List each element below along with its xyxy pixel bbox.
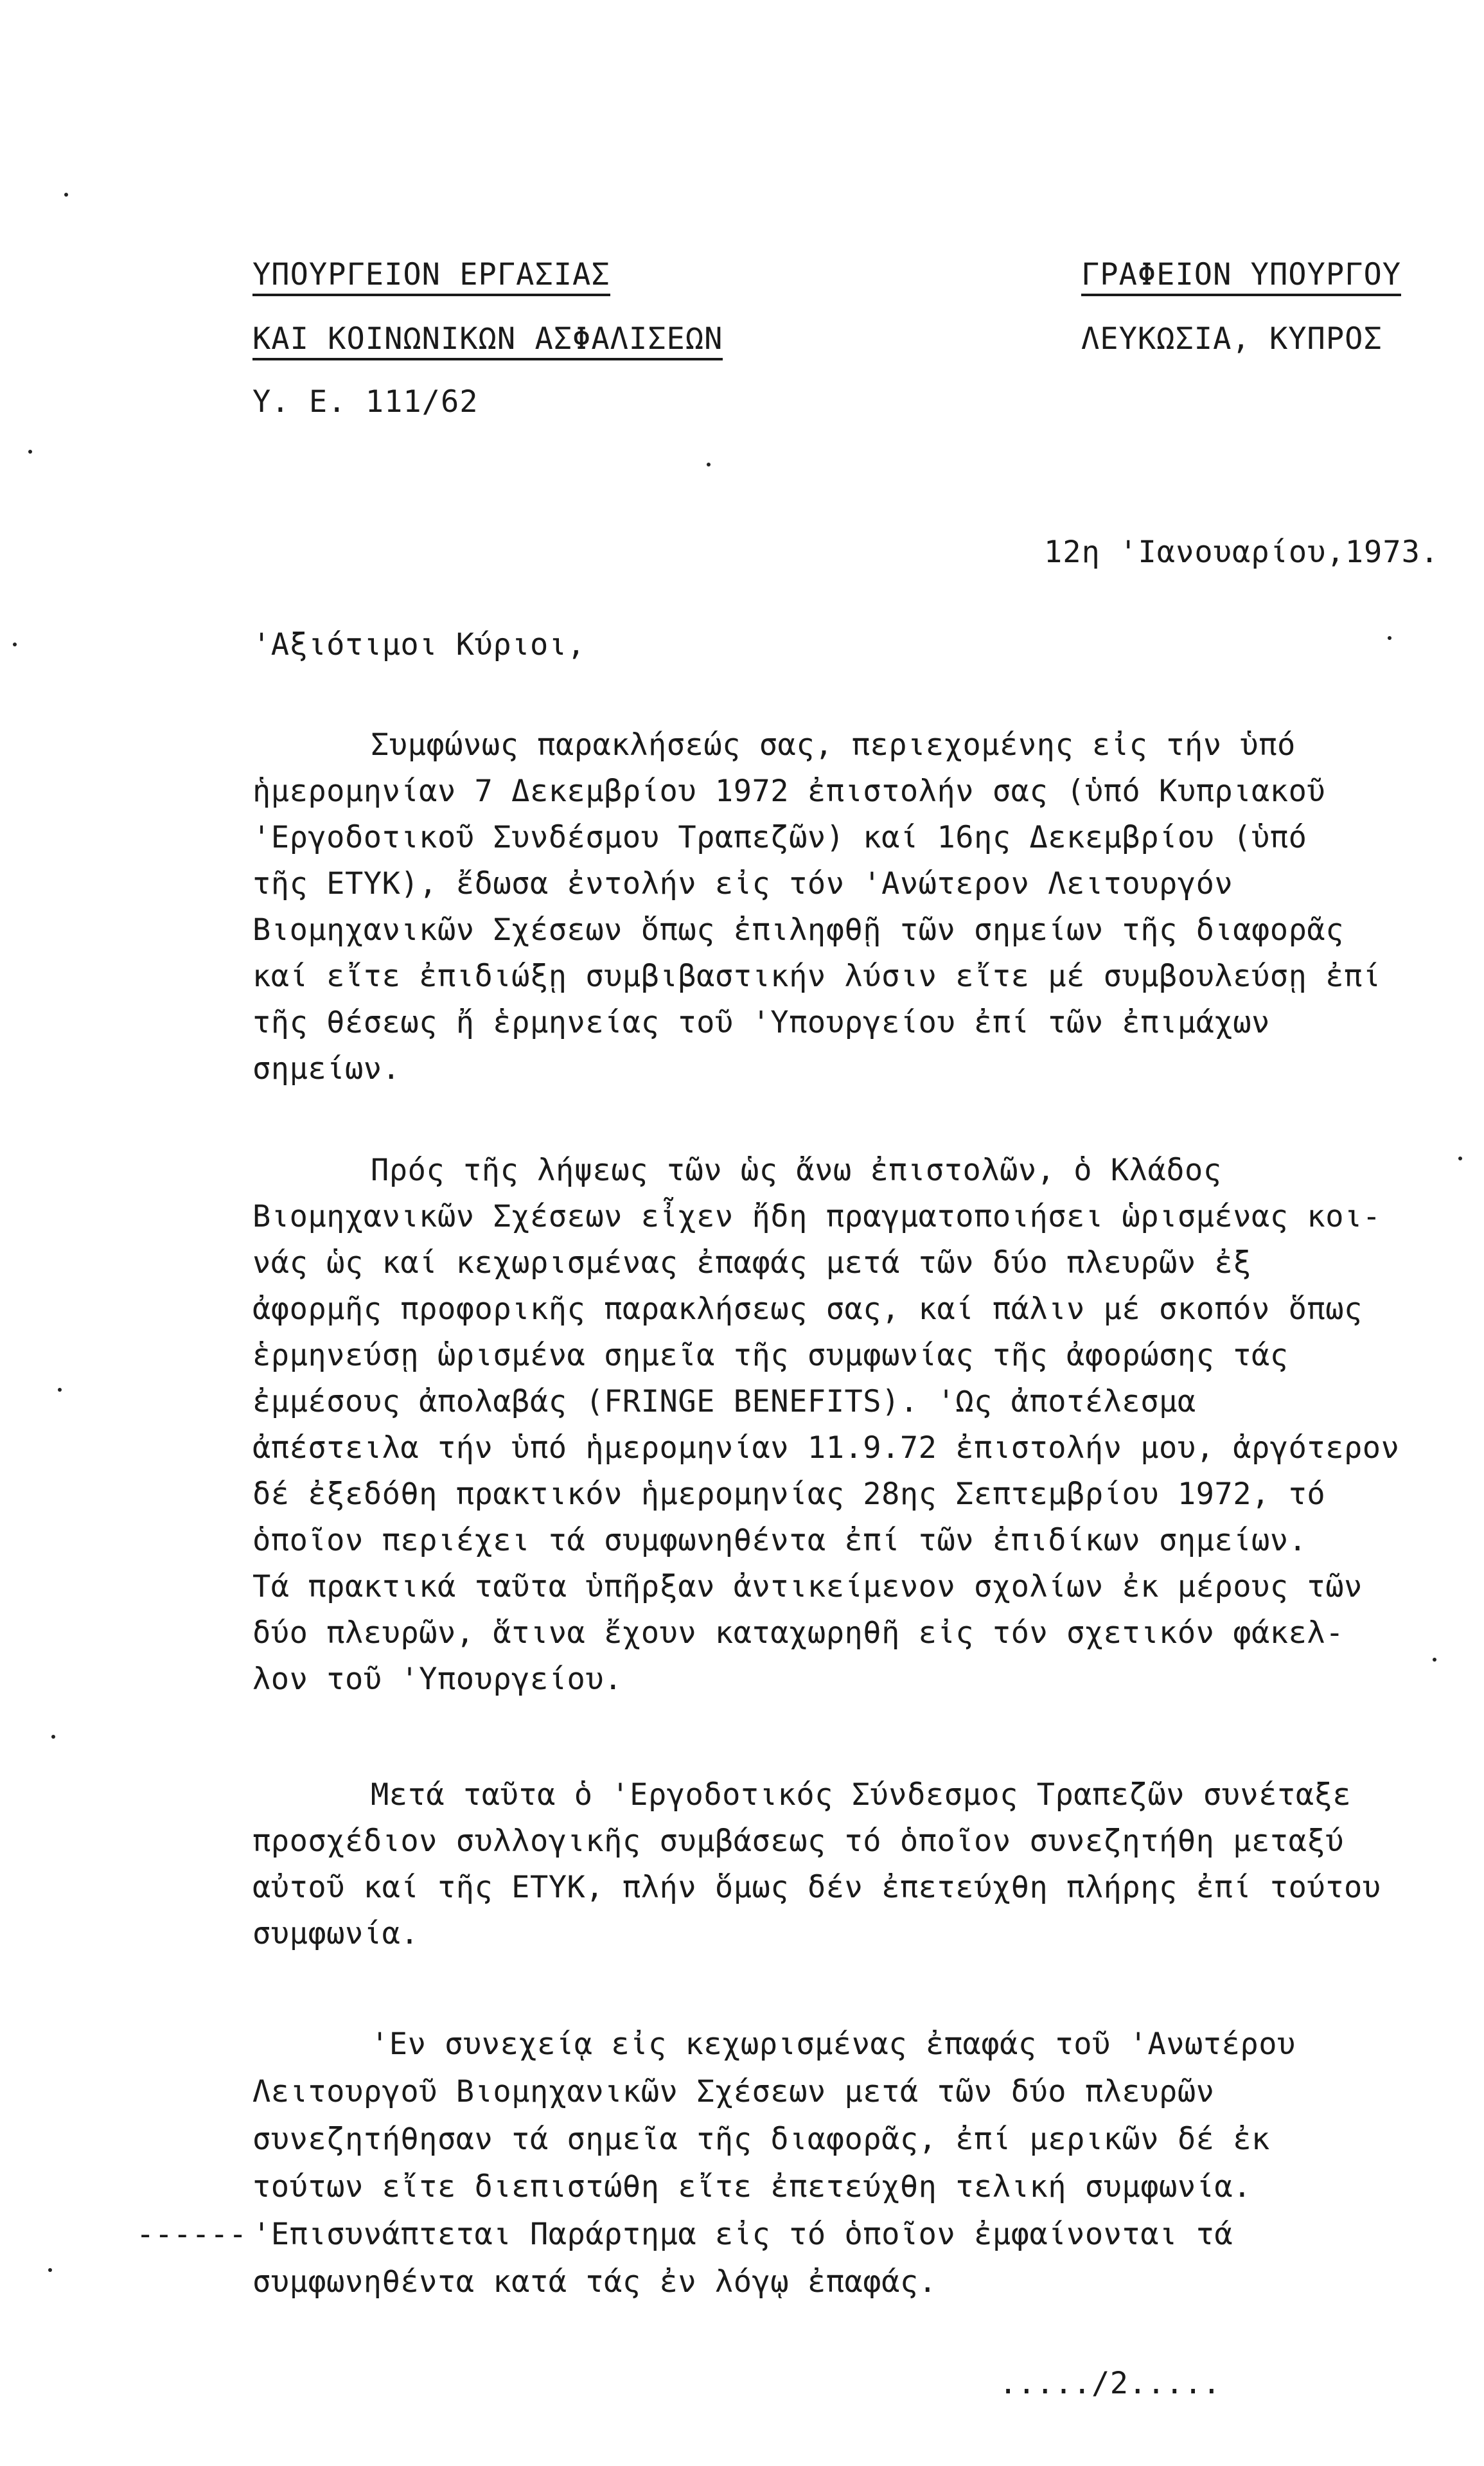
paragraph-1-line: τῆς ΕΤΥΚ), ἔδωσα ἐντολήν εἰς τόν 'Ανώτερον Λειτουργόν [252, 866, 1233, 901]
paragraph-4-line: τούτων εἴτε διεπιστώθη εἴτε ἐπετεύχθη τελική συμφωνία. [252, 2169, 1252, 2204]
paragraph-2-line: ἐμμέσους ἀπολαβάς (FRINGE BENEFITS). 'Ως ἀποτέλεσμα [252, 1384, 1196, 1419]
scan-speck [64, 193, 68, 197]
paragraph-4-line: Λειτουργοῦ Βιομηχανικῶν Σχέσεων μετά τῶν δύο πλευρῶν [252, 2074, 1215, 2109]
paragraph-2-line: ὁποῖον περιέχει τά συμφωνηθέντα ἐπί τῶν ἐπιδίκων σημείων. [252, 1523, 1307, 1558]
scan-speck [28, 450, 32, 454]
margin-dash-mark: ------ [136, 2217, 247, 2252]
paragraph-1-line: τῆς θέσεως ἤ ἑρμηνείας τοῦ 'Υπουργείου ἐπί τῶν ἐπιμάχων [252, 1005, 1270, 1040]
paragraph-4-line: 'Εν συνεχείᾳ εἰς κεχωρισμένας ἐπαφάς τοῦ 'Ανωτέρου [371, 2027, 1296, 2062]
scan-speck [13, 643, 17, 646]
scan-speck [48, 2268, 52, 2272]
paragraph-1-line: Βιομηχανικῶν Σχέσεων ὅπως ἐπιληφθῇ τῶν σημείων τῆς διαφορᾶς [252, 912, 1344, 948]
paragraph-1-line: καί εἴτε ἐπιδιώξῃ συμβιβαστικήν λύσιν εἴτε μέ συμβουλεύσῃ ἐπί [252, 959, 1381, 994]
salutation: 'Αξιότιμοι Κύριοι, [252, 627, 586, 662]
scan-speck [1388, 636, 1391, 640]
ministry-line-2 [252, 320, 723, 359]
scan-speck [1433, 1658, 1436, 1662]
paragraph-2-line: ἀπέστειλα τήν ὑπό ἡμερομηνίαν 11.9.72 ἐπιστολήν μου, ἀργότερον [252, 1430, 1400, 1466]
letter-date: 12η 'Ιανουαρίου,1973. [1044, 535, 1440, 570]
paragraph-2-line: νάς ὡς καί κεχωρισμένας ἐπαφάς μετά τῶν δύο πλευρῶν ἐξ [252, 1245, 1252, 1281]
paragraph-3-line: Μετά ταῦτα ὁ 'Εργοδοτικός Σύνδεσμος Τραπεζῶν συνέταξε [371, 1777, 1352, 1813]
office-title [1081, 256, 1401, 294]
paragraph-3-line: συμφωνία. [252, 1916, 420, 1951]
page-continuation: ...../2..... [999, 2366, 1221, 2401]
paragraph-4-line: 'Επισυνάπτεται Παράρτημα εἰς τό ὁποῖον ἐμφαίνονται τά [252, 2217, 1233, 2252]
scan-speck [58, 1388, 62, 1392]
paragraph-4-line: συνεζητήθησαν τά σημεῖα τῆς διαφορᾶς, ἐπί μερικῶν δέ ἐκ [252, 2122, 1270, 2157]
paragraph-2-line: Βιομηχανικῶν Σχέσεων εἶχεν ἤδη πραγματοποιήσει ὡρισμένας κοι- [252, 1199, 1381, 1234]
office-location: ΛΕΥΚΩΣΙΑ, ΚΥΠΡΟΣ [1081, 321, 1382, 357]
paragraph-2-line: ἑρμηνεύσῃ ὡρισμένα σημεῖα τῆς συμφωνίας τῆς ἀφορώσης τάς [252, 1338, 1289, 1373]
ministry-line-2-text: ΚΑΙ ΚΟΙΝΩΝΙΚΩΝ ΑΣΦΑΛΙΣΕΩΝ [252, 321, 723, 360]
paragraph-2-line: Τά πρακτικά ταῦτα ὑπῆρξαν ἀντικείμενον σχολίων ἐκ μέρους τῶν [252, 1569, 1363, 1604]
scan-speck [707, 463, 711, 466]
paragraph-2-line: δύο πλευρῶν, ἅτινα ἔχουν καταχωρηθῆ εἰς τόν σχετικόν φάκελ- [252, 1615, 1344, 1651]
reference-number: Υ. Ε. 111/62 [252, 384, 479, 420]
paragraph-2-line: δέ ἐξεδόθη πρακτικόν ἡμερομηνίας 28ης Σεπτεμβρίου 1972, τό [252, 1477, 1326, 1512]
paragraph-2-line: Πρός τῆς λήψεως τῶν ὡς ἄνω ἐπιστολῶν, ὁ Κλάδος [371, 1153, 1222, 1188]
paragraph-1-line: σημείων. [252, 1051, 401, 1087]
scan-speck [51, 1735, 55, 1739]
scan-speck [1458, 1157, 1462, 1160]
paragraph-1-line: ἡμερομηνίαν 7 Δεκεμβρίου 1972 ἐπιστολήν σας (ὑπό Κυπριακοῦ [252, 774, 1326, 809]
ministry-line-1 [252, 256, 610, 294]
office-title-text: ΓΡΑΦΕΙΟΝ ΥΠΟΥΡΓΟΥ [1081, 257, 1401, 296]
paragraph-4-line: συμφωνηθέντα κατά τάς ἐν λόγῳ ἐπαφάς. [252, 2264, 937, 2300]
paragraph-1-line: Συμφώνως παρακλήσεώς σας, περιεχομένης εἰς τήν ὑπό [371, 727, 1296, 763]
paragraph-2-line: λον τοῦ 'Υπουργείου. [252, 1662, 623, 1697]
paragraph-3-line: προσχέδιον συλλογικῆς συμβάσεως τό ὁποῖον συνεζητήθη μεταξύ [252, 1823, 1344, 1859]
paragraph-1-line: 'Εργοδοτικοῦ Συνδέσμου Τραπεζῶν) καί 16ης Δεκεμβρίου (ὑπό [252, 820, 1307, 855]
paragraph-3-line: αὐτοῦ καί τῆς ΕΤΥΚ, πλήν ὅμως δέν ἐπετεύχθη πλήρης ἐπί τούτου [252, 1870, 1381, 1905]
ministry-line-1-text: ΥΠΟΥΡΓΕΙΟΝ ΕΡΓΑΣΙΑΣ [252, 257, 610, 296]
paragraph-2-line: ἀφορμῆς προφορικῆς παρακλήσεως σας, καί πάλιν μέ σκοπόν ὅπως [252, 1291, 1363, 1327]
